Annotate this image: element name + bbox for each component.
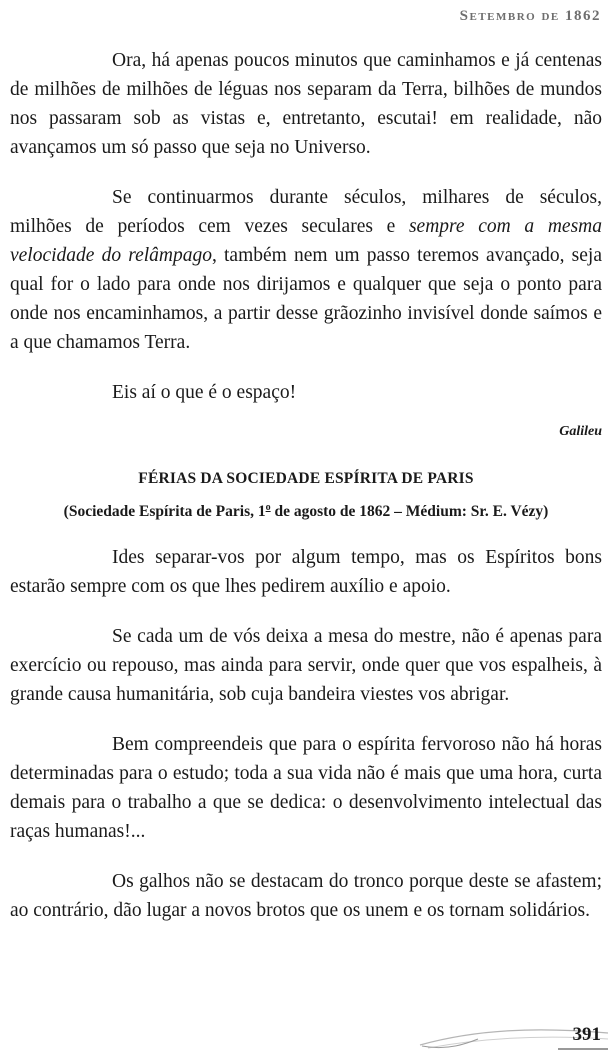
section-subtitle: (Sociedade Espírita de Paris, 1$^o$ de agosto de 1862 – Médium: Sr. E. Vézy)	[63, 502, 549, 521]
paragraph: Se cada um de vós deixa a mesa do mestre, não é apenas para exercício ou repouso, mas ainda para servir, onde quer que vos espalheis, à grande causa humanitária, sob cuja bandeira viestes vos abrigar.	[10, 626, 602, 706]
italic-phrase: sempre com a mesma velocidade do relâmpago	[10, 216, 602, 266]
paragraph-text: Se continuarmos durante séculos, milhares de séculos, milhões de períodos cem vezes seculares e	[10, 187, 602, 237]
page-number: 391	[572, 1024, 601, 1045]
paragraph: Ora, há apenas poucos minutos que caminhamos e já centenas de milhões de milhões de léguas nos separam da Terra, bilhões de mundos nos passaram sob as vistas e, entretanto, escutai! em realidade, não avançamos um só passo que seja no Universo.	[10, 50, 602, 158]
running-header: Setembro de 1862	[459, 8, 601, 24]
paragraph: Bem compreendeis que para o espírita fervoroso não há horas determinadas para o estudo; toda a sua vida não é mais que uma hora, curta demais para o trabalho a que se dedica: o desenvolvimento intelectual das raças humanas!...	[10, 734, 602, 843]
paragraph: Eis aí o que é o espaço!	[112, 382, 297, 403]
signature: Galileu	[559, 424, 602, 439]
paragraph	[10, 183, 602, 357]
page-body	[10, 46, 602, 946]
paragraph-text: , também nem um passo teremos avançado, seja qual for o lado para onde nos dirijamos e qualquer que seja o ponto para onde nos encaminhamos, a partir desse grãozinho invisível donde saímos e a que chamamos Terra.	[10, 245, 602, 353]
paragraph: Os galhos não se destacam do tronco porque deste se afastem; ao contrário, dão lugar a novos brotos que os unem e os tornam solidários.	[10, 871, 602, 922]
paragraph: Ides separar-vos por algum tempo, mas os Espíritos bons estarão sempre com os que lhes pedirem auxílio e apoio.	[10, 547, 602, 598]
ordinal-superscript: o	[265, 502, 271, 513]
section-title: FÉRIAS DA SOCIEDADE ESPÍRITA DE PARIS	[138, 470, 474, 487]
